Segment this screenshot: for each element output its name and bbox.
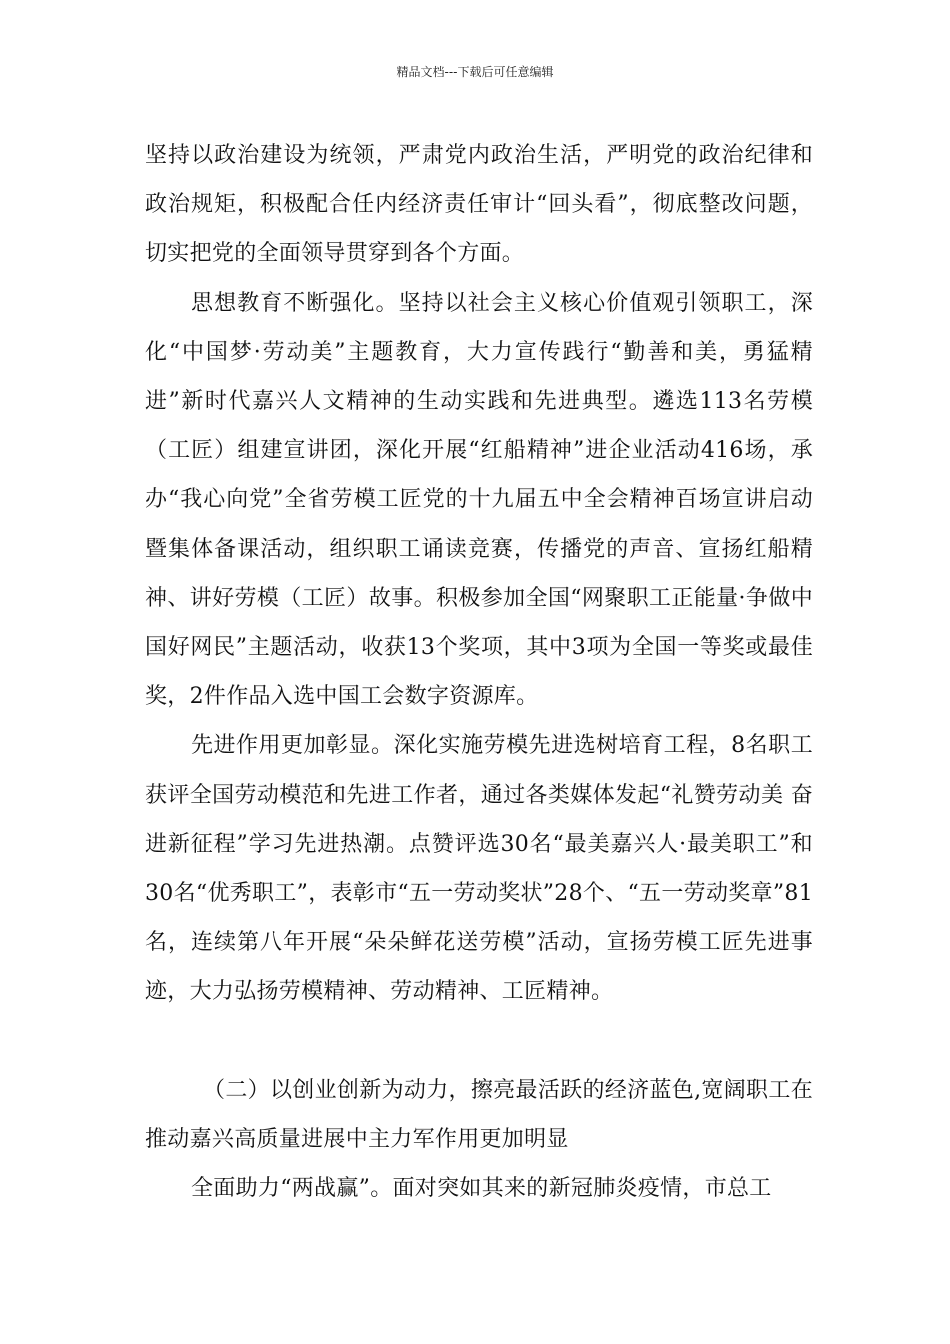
document-body [145, 131, 813, 1213]
paragraph-ideological-education: 思想教育不断强化。坚持以社会主义核心价值观引领职工，深化“中国梦·劳动美”主题教育，大力宣传践行“勤善和美，勇猛精进”新时代嘉兴人文精神的生动实践和先进典型。遴选113名劳模（工匠）组建宣讲团，深化开展“红船精神”进企业活动416场，承办“我心向党”全省劳模工匠党的十九届五中全会精神百场宣讲启动暨集体备课活动，组织职工诵读竞赛，传播党的声音、宣扬红船精神、讲好劳模（工匠）故事。积极参加全国“网聚职工正能量·争做中国好网民”主题活动，收获13个奖项，其中3项为全国一等奖或最佳奖，2件作品入选中国工会数字资源库。 [145, 290, 813, 710]
page-header: 精品文档---下载后可任意编辑 [396, 65, 554, 79]
paragraph-two-wins: 全面助力“两战赢”。面对突如其来的新冠肺炎疫情，市总工 [191, 1176, 772, 1202]
paragraph-advanced-role: 先进作用更加彰显。深化实施劳模先进选树培育工程，8名职工获评全国劳动模范和先进工作者，通过各类媒体发起“礼赞劳动美 奋进新征程”学习先进热潮。点赞评选30名“最美嘉兴人·最美职工”和30名“优秀职工”，表彰市“五一劳动奖状”28个、“五一劳动奖章”81名，连续第八年开展“朵朵鲜花送劳模”活动，宣扬劳模工匠先进事迹，大力弘扬劳模精神、劳动精神、工匠精神。 [145, 733, 813, 1005]
section-heading-2: （二）以创业创新为动力，擦亮最活跃的经济蓝色,宽阔职工在推动嘉兴高质量进展中主力军作用更加明显 [145, 1077, 813, 1152]
paragraph-political-construction: 坚持以政治建设为统领，严肃党内政治生活，严明党的政治纪律和政治规矩，积极配合任内经济责任审计“回头看”，彻底整改问题，切实把党的全面领导贯穿到各个方面。 [145, 143, 813, 267]
